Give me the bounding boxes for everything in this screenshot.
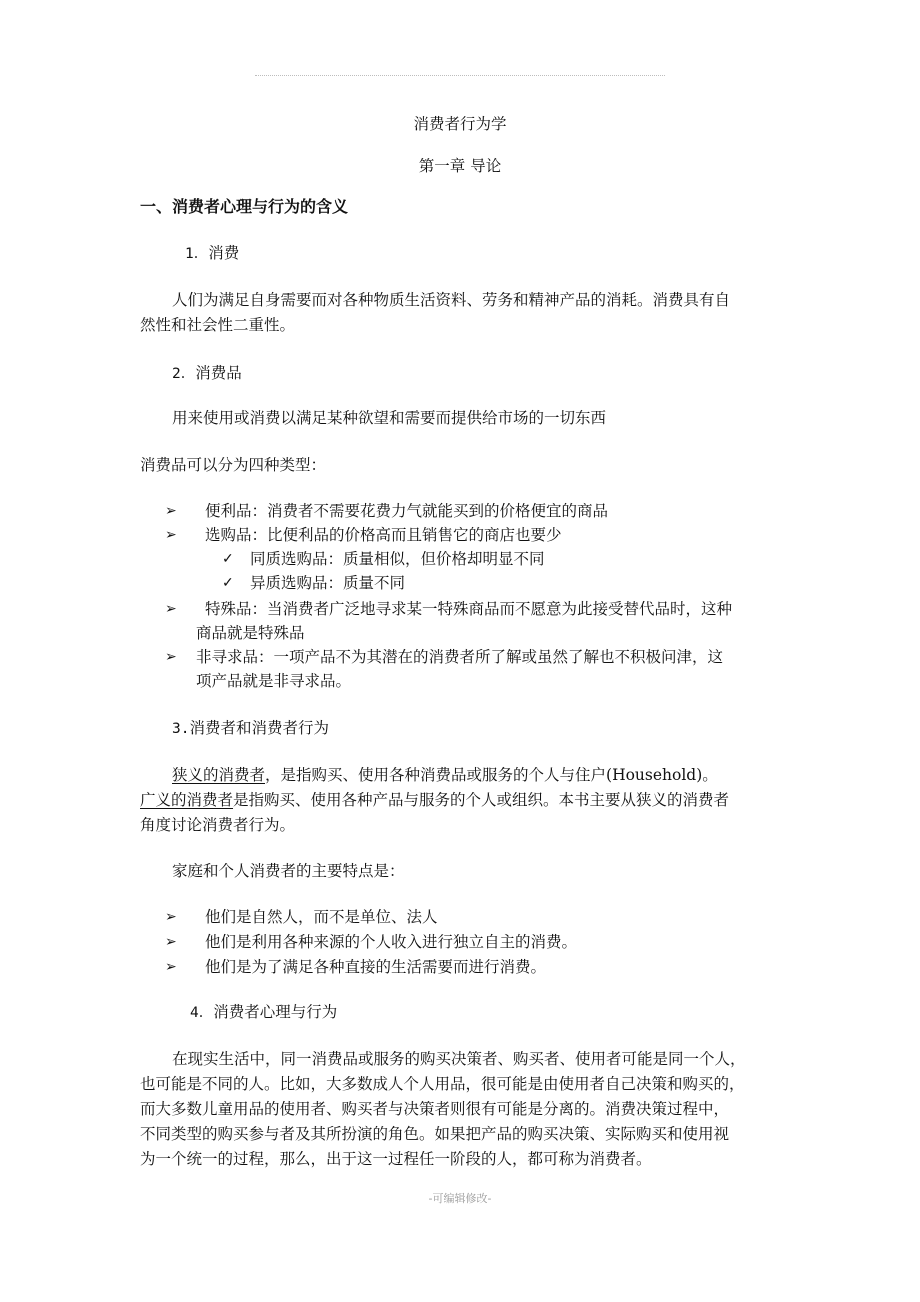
paragraph-line: 在现实生活中，同一消费品或服务的购买决策者、购买者、使用者可能是同一个人，	[172, 1050, 746, 1068]
list-subitem: 异质选购品：质量不同	[250, 574, 406, 592]
page-footer: -可编辑修改-	[428, 1192, 492, 1205]
subsection-3-heading	[172, 716, 329, 741]
list-item: 他们是为了满足各种直接的生活需要而进行消费。	[205, 958, 547, 976]
subsection-number: 1．	[185, 246, 209, 262]
list-intro: 家庭和个人消费者的主要特点是：	[172, 862, 405, 880]
paragraph-line	[172, 763, 718, 787]
paragraph-line: 然性和社会性二重性。	[140, 316, 296, 334]
list-item-continuation: 商品就是特殊品	[196, 624, 305, 642]
list-item: 特殊品：当消费者广泛地寻求某一特殊商品而不愿意为此接受替代品时，这种	[205, 600, 733, 618]
paragraph-line: 而大多数儿童用品的使用者、购买者与决策者则很有可能是分离的。消费决策过程中，	[140, 1100, 730, 1118]
paragraph-line	[140, 788, 729, 812]
list-item: 选购品：比便利品的价格高而且销售它的商店也要少	[205, 526, 562, 544]
list-item-continuation: 项产品就是非寻求品。	[196, 672, 352, 690]
subsection-label: 消费	[208, 244, 240, 262]
arrow-bullet-icon: ➢	[165, 959, 177, 975]
arrow-bullet-icon: ➢	[165, 527, 177, 543]
term-narrow-consumer: 狭义的消费者	[172, 766, 266, 784]
subsection-2-heading	[172, 361, 242, 386]
header-rule	[255, 75, 665, 76]
paragraph-line: 也可能是不同的人。比如，大多数成人个人用品，很可能是由使用者自己决策和购买的，	[140, 1075, 745, 1093]
list-subitem: 同质选购品：质量相似，但价格却明显不同	[250, 550, 545, 568]
list-item: 便利品：消费者不需要花费力气就能买到的价格便宜的商品	[205, 502, 609, 520]
arrow-bullet-icon: ➢	[165, 503, 177, 519]
subsection-label: 消费者和消费者行为	[189, 719, 329, 737]
document-title: 消费者行为学	[413, 115, 507, 133]
subsection-label: 消费者心理与行为	[213, 1003, 338, 1021]
arrow-bullet-icon: ➢	[165, 649, 177, 665]
list-intro: 消费品可以分为四种类型：	[140, 456, 327, 474]
list-item: 他们是利用各种来源的个人收入进行独立自主的消费。	[205, 933, 578, 951]
subsection-4-heading	[190, 1000, 337, 1025]
list-item: 非寻求品：一项产品不为其潜在的消费者所了解或虽然了解也不积极问津，这	[196, 648, 724, 666]
check-bullet-icon: ✓	[222, 551, 234, 567]
arrow-bullet-icon: ➢	[165, 601, 177, 617]
arrow-bullet-icon: ➢	[165, 934, 177, 950]
arrow-bullet-icon: ➢	[165, 909, 177, 925]
paragraph-line: 角度讨论消费者行为。	[140, 816, 296, 834]
paragraph-line: 人们为满足自身需要而对各种物质生活资料、劳务和精神产品的消耗。消费具有自	[172, 291, 731, 309]
subsection-number: 3.	[172, 721, 190, 737]
paragraph-line: 用来使用或消费以满足某种欲望和需要而提供给市场的一切东西	[172, 409, 607, 427]
subsection-1-heading	[185, 241, 239, 266]
definition-text: 是指购买、使用各种产品与服务的个人或组织。本书主要从狭义的消费者	[233, 791, 730, 809]
subsection-number: 4．	[190, 1005, 214, 1021]
section-heading: 一、消费者心理与行为的含义	[140, 197, 349, 216]
subsection-number: 2．	[172, 366, 196, 382]
definition-text: ，是指购买、使用各种消费品或服务的个人与住户(Household)。	[265, 766, 718, 784]
chapter-title: 第一章 导论	[418, 157, 502, 175]
paragraph-line: 为一个统一的过程，那么，出于这一过程任一阶段的人，都可称为消费者。	[140, 1150, 652, 1168]
term-broad-consumer: 广义的消费者	[140, 791, 234, 809]
check-bullet-icon: ✓	[222, 575, 234, 591]
list-item: 他们是自然人，而不是单位、法人	[205, 908, 438, 926]
subsection-label: 消费品	[195, 364, 242, 382]
paragraph-line: 不同类型的购买参与者及其所扮演的角色。如果把产品的购买决策、实际购买和使用视	[140, 1125, 730, 1143]
